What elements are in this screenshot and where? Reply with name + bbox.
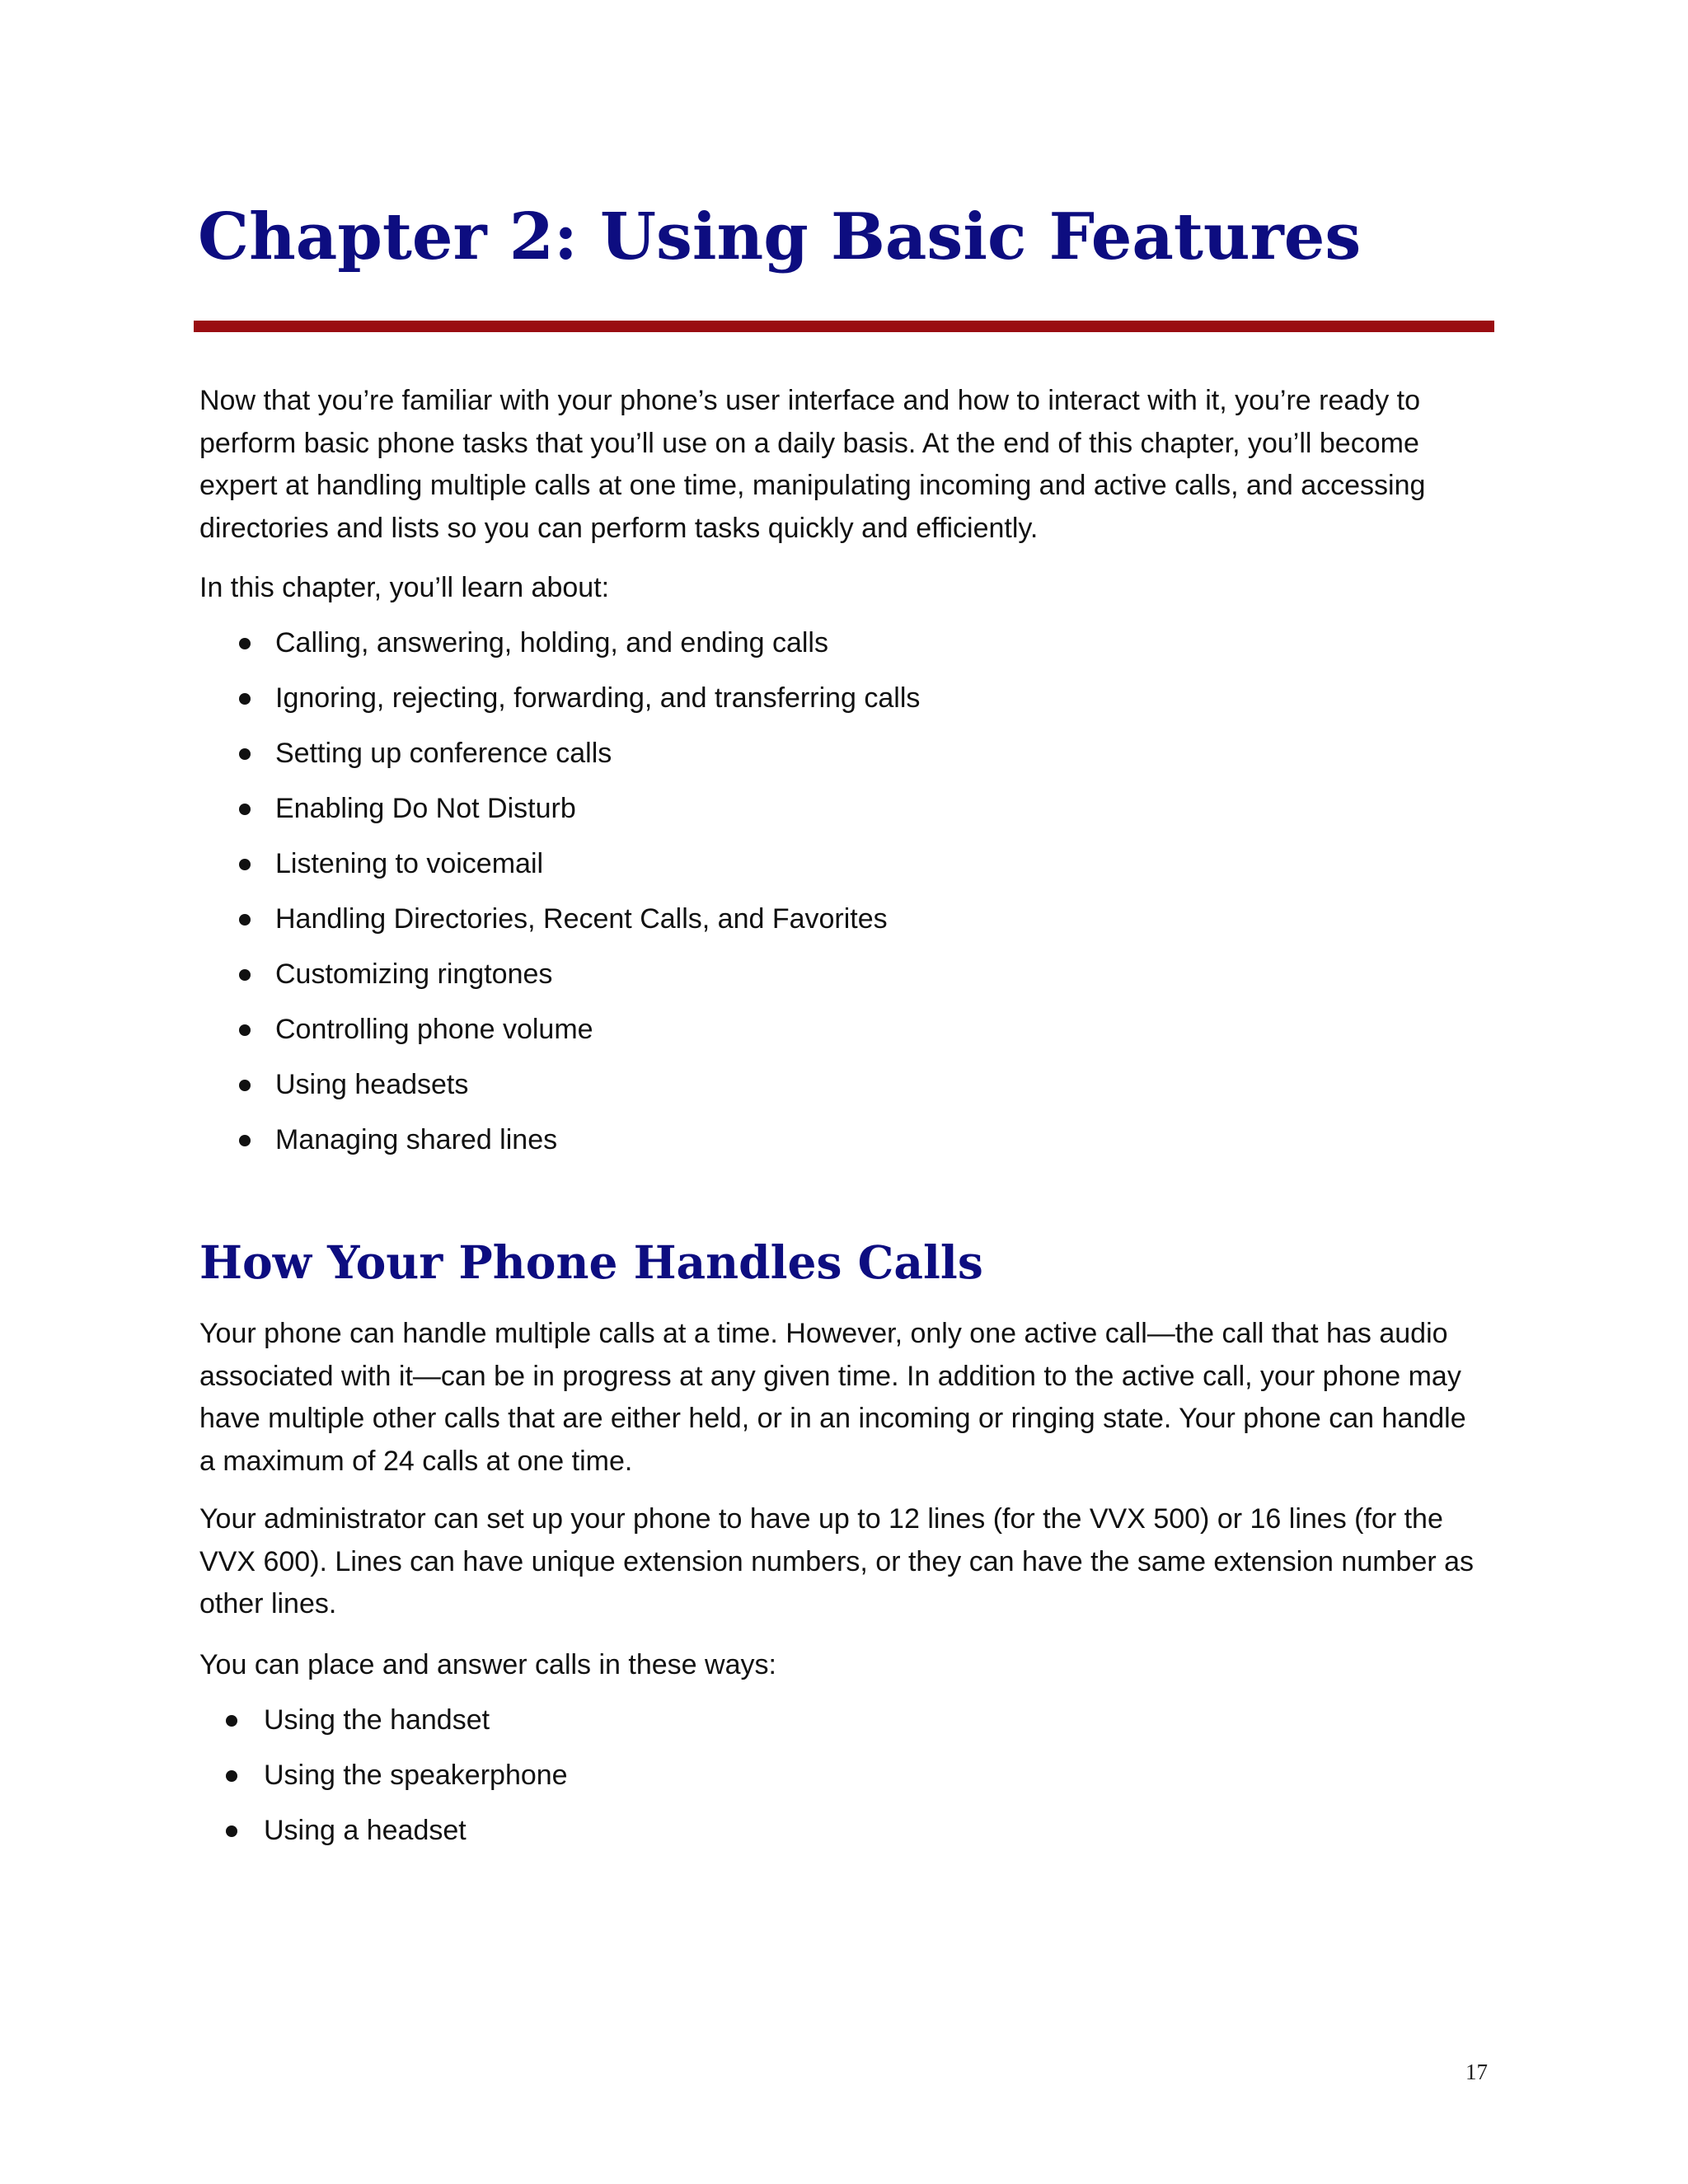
bullet-icon xyxy=(226,1770,237,1782)
list-item-text: Customizing ringtones xyxy=(275,958,553,990)
bullet-icon xyxy=(239,859,251,870)
list-item-text: Calling, answering, holding, and ending calls xyxy=(275,627,828,658)
section-heading: How Your Phone Handles Calls xyxy=(199,1235,983,1289)
bullet-icon xyxy=(239,1135,251,1146)
list-item-text: Managing shared lines xyxy=(275,1124,558,1155)
title-divider xyxy=(194,321,1494,332)
bullet-icon xyxy=(239,1080,251,1091)
list-item-text: Listening to voicemail xyxy=(275,848,544,879)
bullet-icon xyxy=(239,693,251,705)
bullet-icon xyxy=(239,1024,251,1036)
calls-paragraph-2: Your administrator can set up your phone to have up to 12 lines (for the VVX 500) or 16 lines (for the VVX 600). Lines can have unique extension numbers, or they can have the same extension number as other lines. xyxy=(199,1503,1475,1619)
ways-list-lead: You can place and answer calls in these ways: xyxy=(199,1649,776,1680)
list-item-text: Controlling phone volume xyxy=(275,1014,593,1045)
chapter-title: Chapter 2: Using Basic Features xyxy=(198,199,1362,274)
bullet-icon xyxy=(226,1715,237,1727)
intro-paragraph: Now that you’re familiar with your phone’s user interface and how to interact with it, you’re ready to perform basic phone tasks that you’ll use on a daily basis. At the end of this chapter, you’ll become expert at handling multiple calls at one time, manipulating incoming and active calls, and accessing directories and lists so you can perform tasks quickly and efficiently. xyxy=(199,385,1426,544)
bullet-icon xyxy=(239,748,251,760)
list-item-text: Ignoring, rejecting, forwarding, and transferring calls xyxy=(275,682,921,714)
list-item-text: Using the handset xyxy=(264,1704,490,1736)
bullet-icon xyxy=(239,804,251,815)
calls-paragraph-1: Your phone can handle multiple calls at a time. However, only one active call—the call that has audio associated with it—can be in progress at any given time. In addition to the active call, your phone may have multiple other calls that are either held, or in an incoming or ringing state. Your phone can handle a maximum of 24 calls at one time. xyxy=(199,1318,1466,1477)
bullet-icon xyxy=(239,914,251,926)
list-item-text: Handling Directories, Recent Calls, and Favorites xyxy=(275,903,888,935)
bullet-icon xyxy=(239,969,251,981)
list-item-text: Using headsets xyxy=(275,1069,469,1100)
bullet-icon xyxy=(226,1825,237,1837)
page-number: 17 xyxy=(1465,2060,1488,2084)
list-item-text: Enabling Do Not Disturb xyxy=(275,793,576,824)
bullet-icon xyxy=(239,638,251,649)
list-item-text: Setting up conference calls xyxy=(275,738,612,769)
learn-list-lead: In this chapter, you’ll learn about: xyxy=(199,572,610,603)
list-item-text: Using the speakerphone xyxy=(264,1760,568,1791)
list-item-text: Using a headset xyxy=(264,1815,467,1846)
